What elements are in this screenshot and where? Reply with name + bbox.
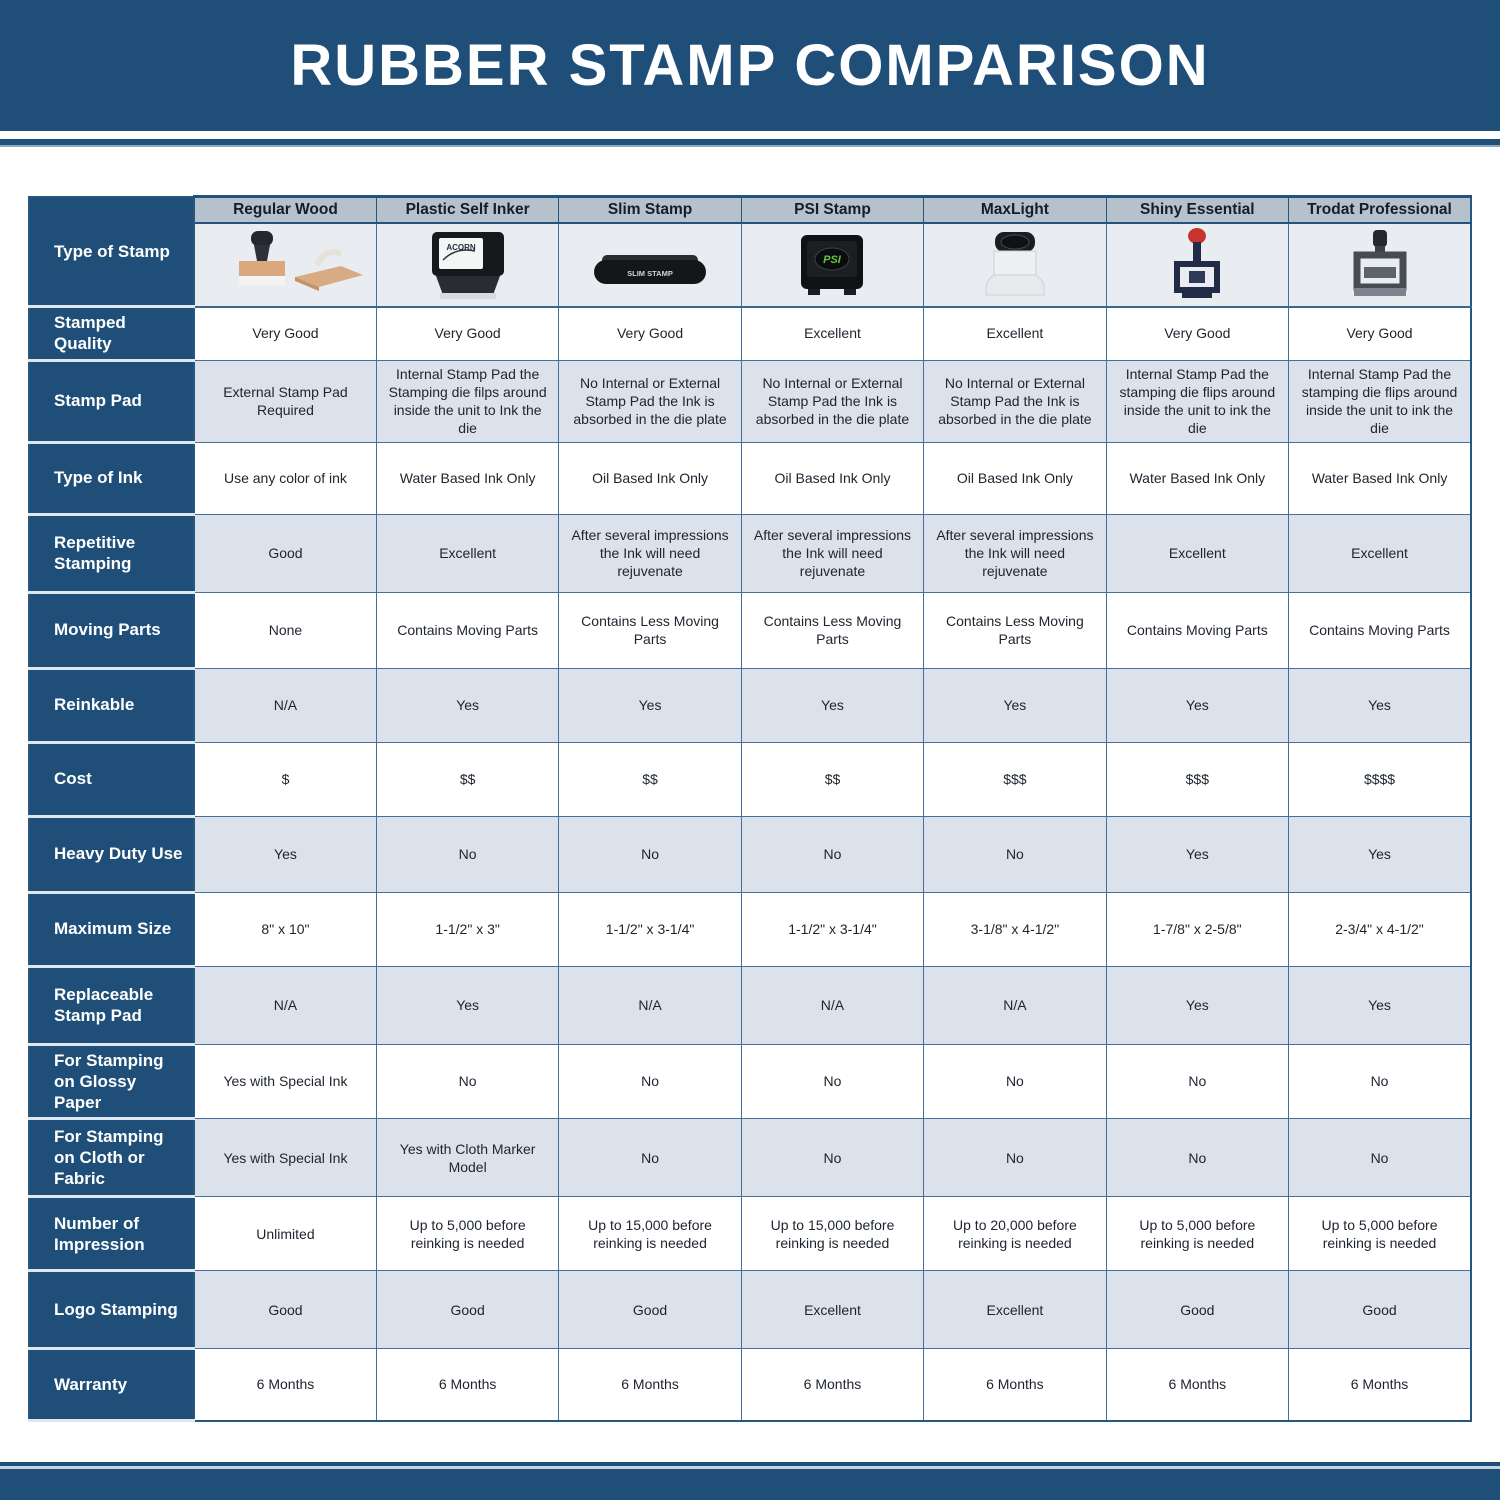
table-cell: Excellent: [1289, 514, 1471, 592]
table-cell: Yes: [559, 668, 741, 742]
table-cell: Yes: [376, 966, 558, 1044]
table-row: [29, 360, 1471, 442]
column-header-3: PSI Stamp: [741, 197, 923, 223]
row-label: Repetitive Stamping: [29, 514, 194, 592]
table-cell: Up to 15,000 before reinking is needed: [741, 1197, 923, 1271]
table-cell: No: [924, 1044, 1106, 1119]
table-cell: No: [924, 1119, 1106, 1197]
column-header-2: Slim Stamp: [559, 197, 741, 223]
row-label: Number of Impression: [29, 1197, 194, 1271]
row-label: Stamped Quality: [29, 307, 194, 361]
page-title: RUBBER STAMP COMPARISON: [290, 33, 1210, 98]
regular-wood-stamp-image: [199, 227, 371, 305]
table-cell: Yes: [1289, 668, 1471, 742]
table-row: [29, 307, 1471, 361]
plastic-self-inker-stamp-image: [382, 227, 554, 305]
table-cell: Internal Stamp Pad the stamping die flips around inside the unit to ink the die: [1106, 360, 1288, 442]
table-cell: 1-1/2" x 3": [376, 892, 558, 966]
table-cell: Good: [559, 1271, 741, 1349]
table-cell: No: [1106, 1044, 1288, 1119]
table-cell: After several impressions the Ink will need rejuvenate: [924, 514, 1106, 592]
table-cell: 6 Months: [194, 1349, 376, 1421]
table-cell: No Internal or External Stamp Pad the Ink is absorbed in the die plate: [924, 360, 1106, 442]
row-label: Cost: [29, 742, 194, 816]
row-label: Moving Parts: [29, 592, 194, 668]
table-cell: Yes: [924, 668, 1106, 742]
table-cell: 1-1/2" x 3-1/4": [741, 892, 923, 966]
table-cell: Yes: [194, 816, 376, 892]
table-cell: Contains Moving Parts: [1289, 592, 1471, 668]
table-cell: 1-1/2" x 3-1/4": [559, 892, 741, 966]
table-cell: No: [741, 816, 923, 892]
table-row: [29, 966, 1471, 1044]
table-row: [29, 816, 1471, 892]
table-cell: After several impressions the Ink will need rejuvenate: [741, 514, 923, 592]
table-cell: Yes: [1106, 966, 1288, 1044]
table-cell: Very Good: [376, 307, 558, 361]
table-cell: Very Good: [194, 307, 376, 361]
table-cell: Yes: [1106, 816, 1288, 892]
stamp-image-cell: [924, 223, 1106, 307]
table-cell: Yes: [1289, 966, 1471, 1044]
svg-text:PSI: PSI: [823, 253, 842, 266]
table-cell: Excellent: [376, 514, 558, 592]
row-label: Maximum Size: [29, 892, 194, 966]
table-cell: Good: [194, 1271, 376, 1349]
table-cell: Excellent: [924, 1271, 1106, 1349]
table-cell: 6 Months: [559, 1349, 741, 1421]
table-cell: N/A: [194, 966, 376, 1044]
stamp-image-cell: [741, 223, 923, 307]
table-cell: None: [194, 592, 376, 668]
table-cell: No: [741, 1044, 923, 1119]
table-cell: No: [924, 816, 1106, 892]
table-cell: No Internal or External Stamp Pad the Ink is absorbed in the die plate: [559, 360, 741, 442]
table-cell: 6 Months: [741, 1349, 923, 1421]
table-cell: Internal Stamp Pad the Stamping die filps around inside the unit to Ink the die: [376, 360, 558, 442]
table-cell: Up to 20,000 before reinking is needed: [924, 1197, 1106, 1271]
table-cell: 1-7/8" x 2-5/8": [1106, 892, 1288, 966]
table-cell: No: [559, 1119, 741, 1197]
table-cell: Up to 5,000 before reinking is needed: [1106, 1197, 1288, 1271]
table-cell: Excellent: [741, 307, 923, 361]
row-label: Warranty: [29, 1349, 194, 1421]
table-cell: External Stamp Pad Required: [194, 360, 376, 442]
table-cell: Up to 5,000 before reinking is needed: [376, 1197, 558, 1271]
row-label: For Stamping on Glossy Paper: [29, 1044, 194, 1119]
table-cell: 3-1/8" x 4-1/2": [924, 892, 1106, 966]
table-cell: Very Good: [1289, 307, 1471, 361]
table-cell: $$$: [1106, 742, 1288, 816]
table-cell: Yes with Special Ink: [194, 1044, 376, 1119]
svg-text:ACORN: ACORN: [445, 242, 476, 252]
row-label: Replaceable Stamp Pad: [29, 966, 194, 1044]
row-label: Stamp Pad: [29, 360, 194, 442]
column-header-1: Plastic Self Inker: [376, 197, 558, 223]
table-cell: No: [559, 816, 741, 892]
stamp-image-cell: [194, 223, 376, 307]
table-cell: N/A: [194, 668, 376, 742]
table-row: [29, 742, 1471, 816]
table-cell: N/A: [559, 966, 741, 1044]
header-divider-gap: [0, 131, 1500, 139]
table-cell: Yes with Cloth Marker Model: [376, 1119, 558, 1197]
table-cell: 2-3/4" x 4-1/2": [1289, 892, 1471, 966]
table-cell: $$$$: [1289, 742, 1471, 816]
table-cell: Good: [1106, 1271, 1288, 1349]
table-row: [29, 1349, 1471, 1421]
table-cell: No: [559, 1044, 741, 1119]
table-cell: Contains Less Moving Parts: [924, 592, 1106, 668]
table-row: [29, 1271, 1471, 1349]
table-cell: No: [741, 1119, 923, 1197]
table-cell: Yes: [376, 668, 558, 742]
table-cell: Water Based Ink Only: [376, 442, 558, 514]
table-cell: Yes: [1106, 668, 1288, 742]
svg-text:SLIM STAMP: SLIM STAMP: [627, 268, 673, 278]
table-cell: Contains Less Moving Parts: [741, 592, 923, 668]
stamp-image-cell: [376, 223, 558, 307]
table-cell: Internal Stamp Pad the stamping die flips around inside the unit to ink the die: [1289, 360, 1471, 442]
table-cell: 6 Months: [1106, 1349, 1288, 1421]
table-cell: Up to 5,000 before reinking is needed: [1289, 1197, 1471, 1271]
table-cell: Very Good: [1106, 307, 1288, 361]
table-cell: Up to 15,000 before reinking is needed: [559, 1197, 741, 1271]
table-cell: $: [194, 742, 376, 816]
stamp-image-cell: [1106, 223, 1288, 307]
table-cell: Use any color of ink: [194, 442, 376, 514]
column-header-0: Regular Wood: [194, 197, 376, 223]
table-cell: Unlimited: [194, 1197, 376, 1271]
table-row: [29, 1044, 1471, 1119]
row-label: Logo Stamping: [29, 1271, 194, 1349]
table-row: [29, 442, 1471, 514]
table-row: [29, 892, 1471, 966]
stamp-image-cell: [559, 223, 741, 307]
table-cell: Oil Based Ink Only: [741, 442, 923, 514]
row-label: Type of Ink: [29, 442, 194, 514]
table-cell: No: [1289, 1119, 1471, 1197]
table-cell: Water Based Ink Only: [1106, 442, 1288, 514]
column-header-5: Shiny Essential: [1106, 197, 1288, 223]
table-cell: 6 Months: [924, 1349, 1106, 1421]
table-cell: Contains Less Moving Parts: [559, 592, 741, 668]
table-cell: Very Good: [559, 307, 741, 361]
table-cell: Excellent: [924, 307, 1106, 361]
table-cell: Excellent: [741, 1271, 923, 1349]
table-cell: $$: [376, 742, 558, 816]
table-cell: Yes: [741, 668, 923, 742]
table-cell: No: [1289, 1044, 1471, 1119]
column-header-6: Trodat Professional: [1289, 197, 1471, 223]
table-cell: Yes: [1289, 816, 1471, 892]
maxlight-stamp-image: [929, 227, 1101, 305]
table-cell: Excellent: [1106, 514, 1288, 592]
row-label: Reinkable: [29, 668, 194, 742]
trodat-professional-stamp-image: [1294, 227, 1466, 305]
psi-stamp-image: [746, 227, 918, 305]
table-cell: Yes with Special Ink: [194, 1119, 376, 1197]
table-cell: No: [376, 816, 558, 892]
table-cell: Good: [376, 1271, 558, 1349]
page-header: [0, 0, 1500, 131]
row-header-type-of-stamp: Type of Stamp: [29, 197, 194, 307]
stamp-image-row: [29, 223, 1471, 307]
table-row: [29, 1197, 1471, 1271]
table-cell: $$: [559, 742, 741, 816]
table-cell: No: [376, 1044, 558, 1119]
stamp-image-cell: [1289, 223, 1471, 307]
table-cell: $$$: [924, 742, 1106, 816]
table-cell: No: [1106, 1119, 1288, 1197]
table-cell: Good: [194, 514, 376, 592]
page-footer: [0, 1462, 1500, 1500]
table-cell: No Internal or External Stamp Pad the Ink is absorbed in the die plate: [741, 360, 923, 442]
table-cell: 6 Months: [376, 1349, 558, 1421]
table-cell: N/A: [741, 966, 923, 1044]
table-cell: Good: [1289, 1271, 1471, 1349]
table-row: [29, 668, 1471, 742]
table-cell: Oil Based Ink Only: [924, 442, 1106, 514]
table-cell: Water Based Ink Only: [1289, 442, 1471, 514]
table-row: [29, 514, 1471, 592]
shiny-essential-stamp-image: [1111, 227, 1283, 305]
table-cell: Oil Based Ink Only: [559, 442, 741, 514]
table-cell: 8" x 10": [194, 892, 376, 966]
row-label: For Stamping on Cloth or Fabric: [29, 1119, 194, 1197]
column-header-4: MaxLight: [924, 197, 1106, 223]
table-cell: Contains Moving Parts: [376, 592, 558, 668]
comparison-table: [28, 195, 1472, 1422]
table-cell: Contains Moving Parts: [1106, 592, 1288, 668]
table-row: [29, 592, 1471, 668]
row-label: Heavy Duty Use: [29, 816, 194, 892]
table-cell: N/A: [924, 966, 1106, 1044]
slim-stamp-image: [564, 227, 736, 305]
table-cell: 6 Months: [1289, 1349, 1471, 1421]
table-row: [29, 1119, 1471, 1197]
table-cell: $$: [741, 742, 923, 816]
table-cell: After several impressions the Ink will need rejuvenate: [559, 514, 741, 592]
